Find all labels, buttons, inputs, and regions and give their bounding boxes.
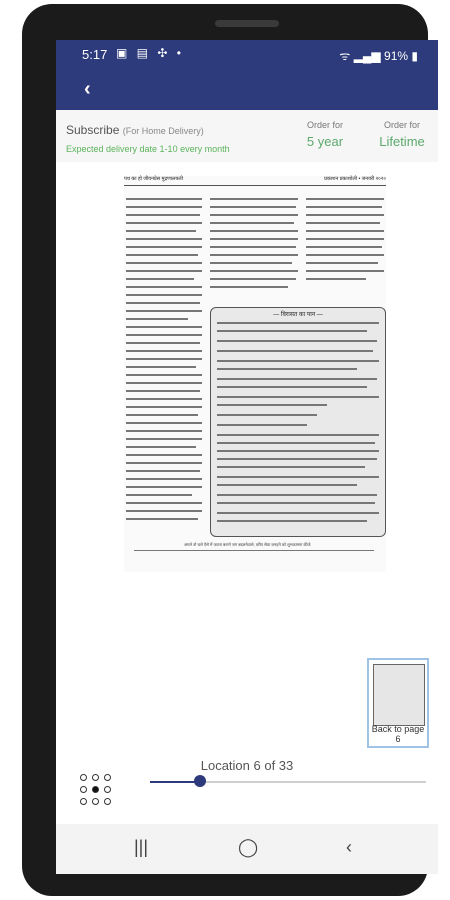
arrow-left-icon: ‹ bbox=[84, 78, 91, 100]
phone-frame bbox=[22, 4, 428, 896]
grid-icon[interactable] bbox=[80, 774, 112, 806]
page-header-right: प्रकाशन प्रकाशोली • जनवरी २०२० bbox=[324, 176, 386, 182]
page-header-left: पथ का हो जीवनप्रेस मुद्रणालयली bbox=[124, 176, 183, 182]
page-footer-text: अगले तो चले ऐसे में जवना बनाने जग बदलनेवाले, वरीय सेवा जनहने को शुभकामना कीजे bbox=[184, 542, 311, 547]
screen bbox=[56, 40, 438, 874]
battery-percent: 91% bbox=[384, 49, 409, 63]
page-footer-rule bbox=[134, 550, 374, 551]
order-value: 5 year bbox=[306, 134, 344, 149]
subscribe-title-row[interactable] bbox=[66, 123, 204, 137]
status-time: 5:17 bbox=[82, 47, 108, 62]
app-bar bbox=[56, 40, 438, 110]
system-back-button[interactable]: ‹ bbox=[346, 837, 352, 857]
location-slider-fill bbox=[150, 781, 200, 783]
order-lifetime-button[interactable] bbox=[368, 120, 436, 149]
subscribe-note: (For Home Delivery) bbox=[122, 126, 204, 136]
subscribe-bar bbox=[56, 110, 438, 163]
order-5-year-button[interactable] bbox=[294, 120, 356, 149]
back-to-page-label: Back to page 6 bbox=[371, 724, 425, 744]
order-label: Order for bbox=[383, 120, 420, 130]
battery-icon: ▮ bbox=[411, 49, 418, 63]
page-header bbox=[124, 176, 386, 186]
delivery-date: Expected delivery date 1-10 every month bbox=[66, 144, 230, 154]
location-slider-thumb[interactable] bbox=[194, 775, 206, 787]
box-title: — विरासत का पान — bbox=[273, 312, 323, 318]
page-thumbnail-image bbox=[373, 664, 425, 726]
location-label: Location 6 of 33 bbox=[200, 758, 294, 773]
order-value: Lifetime bbox=[379, 134, 425, 149]
notification-icons: ▣ ▤ ✣ • bbox=[116, 46, 184, 60]
order-label: Order for bbox=[306, 120, 343, 130]
signal-icon: ▂▄▆ bbox=[353, 49, 381, 63]
subscribe-title: Subscribe bbox=[66, 123, 120, 137]
wifi-icon: ᯤ bbox=[339, 49, 351, 63]
back-to-page-thumbnail[interactable] bbox=[367, 658, 429, 748]
back-button[interactable] bbox=[84, 78, 91, 101]
speaker bbox=[215, 20, 279, 27]
highlight-box bbox=[210, 307, 386, 537]
home-button[interactable]: ◯ bbox=[238, 837, 259, 857]
magazine-page[interactable] bbox=[124, 176, 386, 572]
system-nav-bar bbox=[56, 824, 438, 874]
status-right bbox=[339, 47, 418, 64]
recent-apps-button[interactable]: ||| bbox=[134, 837, 149, 857]
status-bar bbox=[56, 40, 438, 68]
